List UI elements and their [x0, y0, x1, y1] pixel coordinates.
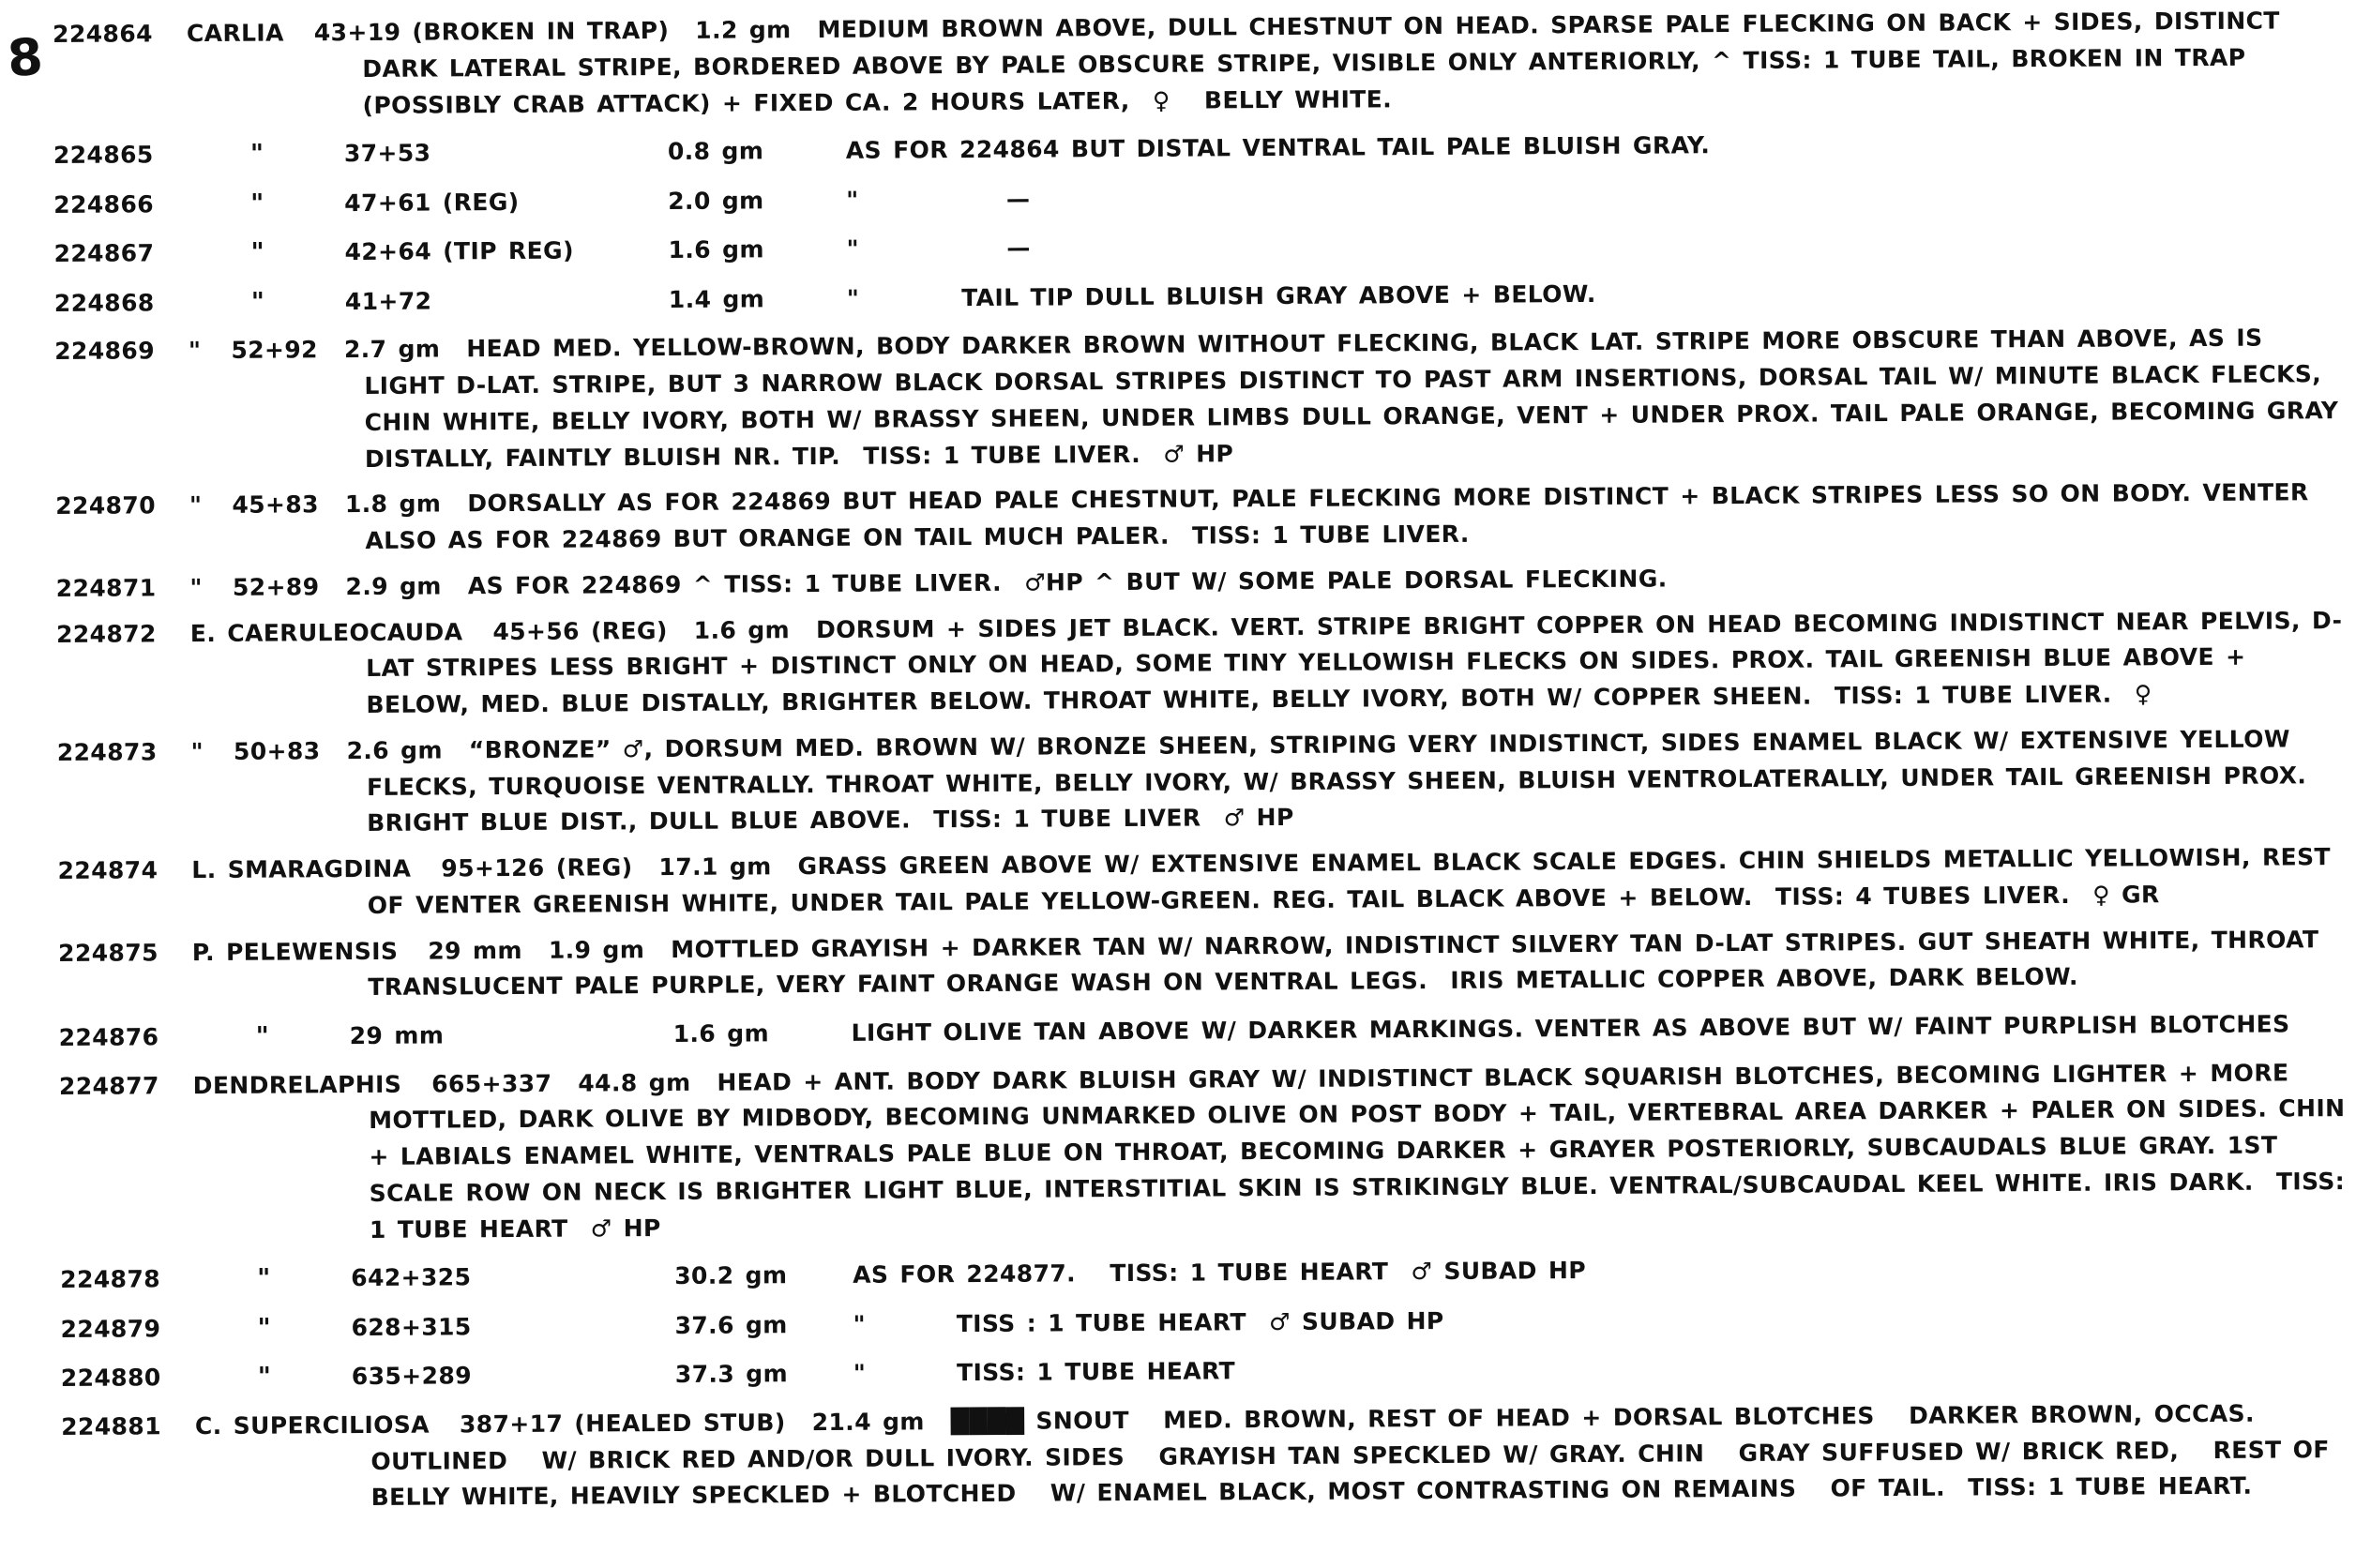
catalog-entry [56, 557, 2348, 608]
measurements: 642+325 [351, 1263, 472, 1292]
measurements: 628+315 [351, 1313, 472, 1341]
weight: 1.2 gm [695, 16, 792, 44]
catalog-entry [53, 221, 2346, 273]
page-number: 8 [5, 26, 45, 89]
weight: 0.8 gm [667, 137, 764, 166]
measurements: 50+83 [233, 737, 321, 765]
species-ditto-mark: " [257, 1313, 272, 1343]
measurements: 45+56 (REG) [492, 616, 668, 645]
catalog-entry [53, 3, 2346, 126]
catalog-number: 224874 [57, 856, 159, 884]
weight: 1.8 gm [344, 490, 442, 519]
catalog-entry [53, 123, 2346, 174]
catalog-number: 224878 [60, 1265, 161, 1294]
catalog-number: 224877 [58, 1071, 159, 1100]
catalog-number: 224875 [58, 938, 159, 967]
description: " TISS : 1 TUBE HEART ♂ SUBAD HP [853, 1306, 1444, 1338]
species-name: C. SUPERCILIOSA [194, 1410, 430, 1440]
catalog-number: 224865 [53, 141, 154, 170]
measurements: 387+17 (HEALED STUB) [459, 1409, 786, 1439]
description: " TAIL TIP DULL BLUISH GRAY ABOVE + BELOW. [846, 279, 1596, 312]
description: MEDIUM BROWN ABOVE, DULL CHESTNUT ON HEAD. SPARSE PALE FLECKING ON BACK + SIDES, DISTINCT DARK LATERAL STRIPE, BORDERED ABOVE BY PALE OBSCURE STRIPE, VISIBLE ONLY ANTERIORLY, ^ TISS: 1 TUBE TAIL, BROKEN IN TRAP (POSSIBLY CRAB ATTACK) + FIXED CA. 2 HOURS LATER, ♀ BELLY WHITE. [362, 7, 2292, 119]
description: " — [846, 234, 1031, 264]
description: AS FOR 224864 BUT DISTAL VENTRAL TAIL PALE BLUISH GRAY. [845, 131, 1711, 165]
description: MOTTLED GRAYISH + DARKER TAN W/ NARROW, INDISTINCT SILVERY TAN D-LAT STRIPES. GUT SHEATH WHITE, THROAT TRANSLUCENT PALE PURPLE, VERY FAINT ORANGE WASH ON VENTRAL LEGS. IRIS METALLIC COPPER ABOVE, DARK BELOW. [368, 925, 2331, 1002]
species-ditto-mark: " [257, 1362, 272, 1392]
weight: 2.6 gm [346, 736, 443, 764]
measurements: 665+337 [431, 1069, 552, 1098]
description: AS FOR 224877. TISS: 1 TUBE HEART ♂ SUBAD HP [853, 1257, 1587, 1289]
weight: 2.0 gm [668, 187, 764, 215]
species-name: " [188, 337, 202, 365]
catalog-entry [57, 839, 2349, 926]
catalog-number: 224867 [53, 239, 155, 268]
species-name: E. CAERULEOCAUDA [189, 617, 463, 647]
species-ditto-mark: " [250, 237, 265, 267]
description: " — [846, 185, 1031, 214]
catalog-entry [56, 603, 2349, 726]
measurements: 37+53 [343, 139, 431, 168]
species-name: " [189, 491, 203, 520]
catalog-entry [57, 721, 2350, 844]
weight: 2.9 gm [345, 572, 442, 600]
catalog-entry [59, 1005, 2351, 1057]
measurements: 43+19 (BROKEN IN TRAP) [313, 16, 670, 47]
measurements: 41+72 [344, 287, 432, 315]
catalog-number: 224881 [61, 1412, 162, 1440]
catalog-number: 224872 [55, 619, 157, 648]
catalog-entry [55, 475, 2348, 561]
description: HEAD + ANT. BODY DARK BLUISH GRAY W/ INDISTINCT BLACK SQUARISH BLOTCHES, BECOMING LIGHTER + MORE MOTTLED, DARK OLIVE BY MIDBODY, BECOMING UNMARKED OLIVE ON POST BODY + TAIL, VERTEBRAL AREA DARKER + PALER ON SIDES. CHIN + LABIALS ENAMEL WHITE, VENTRALS PALE BLUE ON THROAT, BECOMING DARKER + GRAYER POSTERIORLY, SUBCAUDALS BLUE GRAY. 1ST SCALE ROW ON NECK IS BRIGHTER LIGHT BLUE, INTERSTITIAL SKIN IS STRIKINGLY BLUE. VENTRAL/SUBCAUDAL KEEL WHITE. IRIS DARK. TISS: 1 TUBE HEART ♂ HP [369, 1058, 2357, 1244]
measurements: 42+64 (TIP REG) [344, 236, 574, 266]
catalog-entry [61, 1395, 2354, 1518]
catalog-entry [54, 320, 2348, 479]
catalog-number: 224879 [60, 1315, 161, 1343]
description: ████ SNOUT MED. BROWN, REST OF HEAD + DORSAL BLOTCHES DARKER BROWN, OCCAS. OUTLINED W/ BRICK RED AND/OR DULL IVORY. SIDES GRAYISH TAN SPECKLED W/ GRAY. CHIN GRAY SUFFUSED W/ BRICK RED, REST OF BELLY WHITE, HEAVILY SPECKLED + BLOTCHED W/ ENAMEL BLACK, MOST CONTRASTING ON REMAINS OF TAIL. TISS: 1 TUBE HEART. [370, 1399, 2341, 1512]
description: " TISS: 1 TUBE HEART [853, 1357, 1236, 1388]
catalog-number: 224870 [55, 491, 157, 520]
catalog-number: 224866 [53, 190, 155, 219]
weight: 37.6 gm [674, 1310, 788, 1339]
catalog-number: 224876 [58, 1023, 159, 1051]
description: GRASS GREEN ABOVE W/ EXTENSIVE ENAMEL BLACK SCALE EDGES. CHIN SHIELDS METALLIC YELLOWISH, REST OF VENTER GREENISH WHITE, UNDER TAIL PALE YELLOW-GREEN. REG. TAIL BLACK ABOVE + BELOW. TISS: 4 TUBES LIVER. ♀ GR [367, 843, 2343, 919]
species-ditto-mark: " [257, 1263, 271, 1293]
catalog-entries [53, 3, 2357, 1518]
species-name: DENDRELAPHIS [192, 1070, 402, 1099]
catalog-entry [61, 1346, 2353, 1397]
catalog-entry [60, 1247, 2352, 1299]
species-name: CARLIA [186, 19, 284, 48]
species-name: L. SMARAGDINA [191, 854, 412, 884]
weight: 37.3 gm [674, 1360, 789, 1389]
description: LIGHT OLIVE TAN ABOVE W/ DARKER MARKINGS. VENTER AS ABOVE BUT W/ FAINT PURPLISH BLOTCHES [851, 1010, 2290, 1047]
catalog-number: 224869 [54, 337, 156, 366]
species-name: " [190, 737, 204, 765]
measurements: 52+92 [231, 336, 319, 365]
description: DORSUM + SIDES JET BLACK. VERT. STRIPE BRIGHT COPPER ON HEAD BECOMING INDISTINCT NEAR PELVIS, D-LAT STRIPES LESS BRIGHT + DISTINCT ONLY ON HEAD, SOME TINY YELLOWISH FLECKS ON SIDES. PROX. TAIL GREENISH BLUE ABOVE + BELOW, MED. BLUE DISTALLY, BRIGHTER BELOW. THROAT WHITE, BELLY IVORY, BOTH W/ COPPER SHEEN. TISS: 1 TUBE LIVER. ♀ [366, 606, 2343, 718]
species-name: P. PELEWENSIS [191, 937, 399, 966]
measurements: 95+126 (REG) [441, 853, 633, 882]
catalog-entry [60, 1297, 2352, 1349]
weight: 1.6 gm [693, 615, 791, 644]
species-ditto-mark: " [250, 287, 265, 317]
species-ditto-mark: " [249, 139, 264, 169]
catalog-number: 224880 [60, 1364, 161, 1393]
catalog-number: 224868 [53, 289, 155, 317]
description: AS FOR 224869 ^ TISS: 1 TUBE LIVER. ♂HP ^ BUT W/ SOME PALE DORSAL FLECKING. [467, 565, 1668, 600]
catalog-number: 224873 [56, 738, 158, 766]
measurements: 29 mm [428, 936, 522, 965]
measurements: 635+289 [351, 1362, 473, 1391]
catalog-number: 224864 [53, 20, 153, 48]
species-ditto-mark: " [255, 1021, 270, 1051]
weight: 1.6 gm [672, 1019, 770, 1048]
catalog-entry [58, 1055, 2357, 1251]
species-ditto-mark: " [250, 188, 264, 219]
catalog-number: 224871 [55, 574, 157, 602]
description: DORSALLY AS FOR 224869 BUT HEAD PALE CHESTNUT, PALE FLECKING MORE DISTINCT + BLACK STRIPES LESS SO ON BODY. VENTER ALSO AS FOR 224869 BUT ORANGE ON TAIL MUCH PALER. TISS: 1 TUBE LIVER. [365, 478, 2320, 554]
weight: 2.7 gm [343, 335, 441, 364]
weight: 1.4 gm [668, 285, 765, 313]
weight: 17.1 gm [658, 852, 772, 882]
weight: 1.6 gm [668, 235, 764, 264]
measurements: 47+61 (REG) [344, 188, 520, 217]
weight: 21.4 gm [811, 1408, 925, 1436]
weight: 30.2 gm [674, 1261, 788, 1290]
measurements: 29 mm [349, 1021, 445, 1050]
catalog-entry [53, 173, 2346, 224]
species-name: " [189, 573, 204, 601]
measurements: 52+89 [232, 573, 320, 601]
measurements: 45+83 [232, 490, 320, 520]
description: HEAD MED. YELLOW-BROWN, BODY DARKER BROWN WITHOUT FLECKING, BLACK LAT. STRIPE MORE OBSCURE THAN ABOVE, AS IS LIGHT D-LAT. STRIPE, BUT 3 NARROW BLACK DORSAL STRIPES DISTINCT TO PAST ARM INSERTIONS, DORSAL TAIL W/ MINUTE BLACK FLECKS, CHIN WHITE, BELLY IVORY, BOTH W/ BRASSY SHEEN, UNDER LIMBS DULL ORANGE, VENT + UNDER PROX. TAIL PALE ORANGE, BECOMING GRAY DISTALLY, FAINTLY BLUISH NR. TIP. TISS: 1 TUBE LIVER. ♂ HP [364, 324, 2350, 473]
description: “BRONZE” ♂, DORSUM MED. BROWN W/ BRONZE SHEEN, STRIPING VERY INDISTINCT, SIDES ENAMEL BLACK W/ EXTENSIVE YELLOW FLECKS, TURQUOISE VENTRALLY. THROAT WHITE, BELLY IVORY, W/ BRASSY SHEEN, BLUISH VENTROLATERALLY, UNDER TAIL GREENISH PROX. BRIGHT BLUE DIST., DULL BLUE ABOVE. TISS: 1 TUBE LIVER ♂ HP [366, 725, 2318, 837]
catalog-entry [58, 922, 2350, 1008]
weight: 1.9 gm [548, 935, 645, 964]
weight: 44.8 gm [578, 1068, 691, 1097]
catalog-entry [54, 271, 2347, 323]
